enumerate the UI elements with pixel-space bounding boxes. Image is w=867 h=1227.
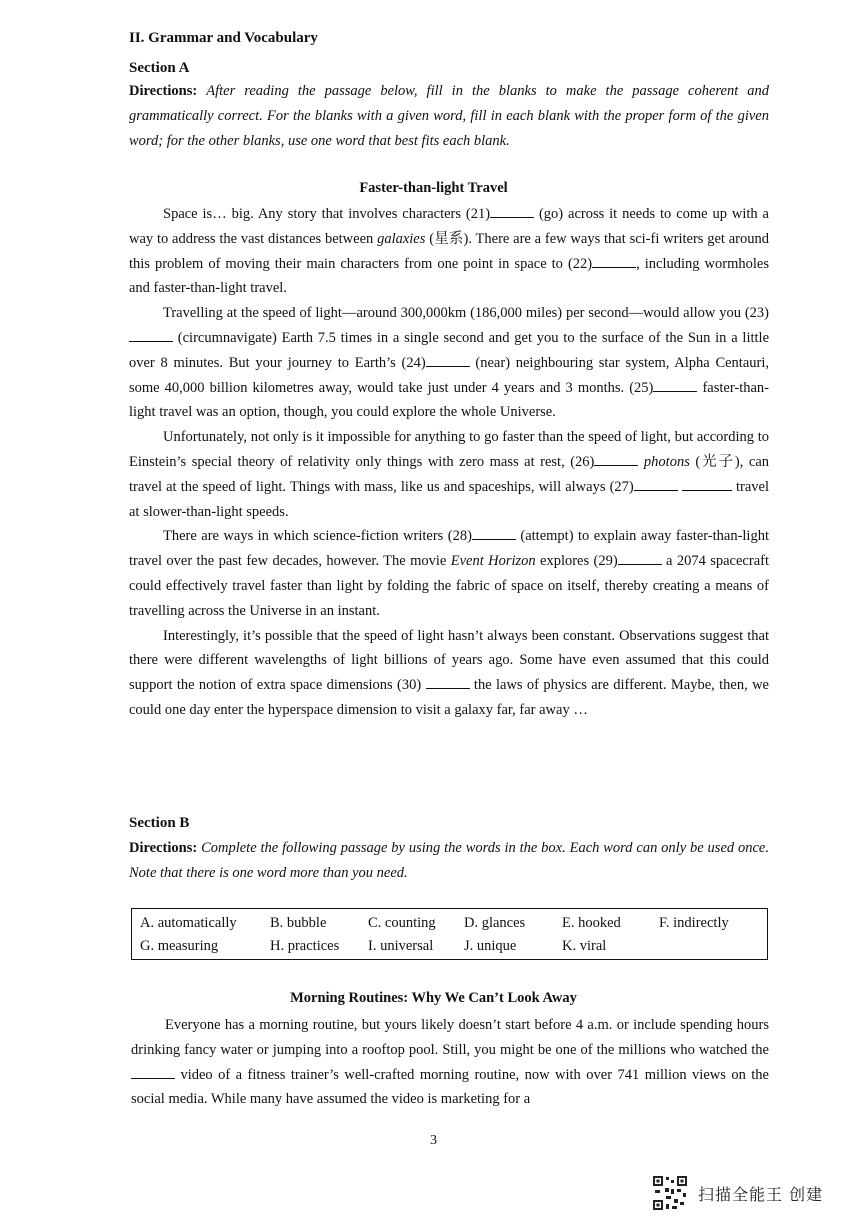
directions-text-b: Complete the following passage by using the words in the box. Each word can only be used once. Note that there is one word more than you need.: [129, 840, 769, 881]
blank-24[interactable]: [426, 354, 470, 367]
word-box: [131, 908, 768, 960]
word-option: B. bubble: [270, 915, 327, 931]
blank-31[interactable]: [131, 1066, 175, 1079]
blank-21[interactable]: [490, 205, 534, 218]
paragraph-2: Travelling at the speed of light—around 300,000km (186,000 miles) per second—would allow you (23) (circumnavigate) Earth 7.5 times in a single second and get you to the surface of the Sun in a little over 8 minutes. But your journey to Earth’s (24) (near) neighbouring star system, Alpha Centauri, some 40,000 billion kilometres away, would take just under 4 years and 3 months. (25) faster-than-light travel was an option, though, you could explore the whole Universe.: [129, 305, 769, 421]
word-option: A. automatically: [140, 915, 237, 931]
passage-b-title: Morning Routines: Why We Can’t Look Away: [290, 990, 577, 1006]
word-option: J. unique: [464, 938, 517, 954]
paragraph-b1: Everyone has a morning routine, but yours likely doesn’t start before 4 a.m. or include spending hours drinking fancy water or jumping into a rooftop pool. Still, you might be one of the millions who watched the video of a fitness trainer’s well-crafted morning routine, now with over 741 million views on the social media. While many have assumed the video is marketing for a: [131, 1017, 769, 1108]
passage-a-body: [129, 202, 769, 723]
blank-27b[interactable]: [682, 478, 732, 491]
word-option: K. viral: [562, 938, 607, 954]
word-option: E. hooked: [562, 915, 621, 931]
blank-28[interactable]: [472, 527, 516, 540]
paragraph-5: Interestingly, it’s possible that the speed of light hasn’t always been constant. Observations suggest that there were different wavelengths of light billions of years ago. Some have even assumed that this could support the notion of extra space dimensions (30) the laws of physics are different. Maybe, then, we could one day enter the hyperspace dimension to visit a galaxy far, far away …: [129, 627, 769, 718]
passage-a-title: Faster-than-light Travel: [359, 180, 508, 196]
blank-27a[interactable]: [634, 478, 678, 491]
directions-text: After reading the passage below, fill in the blanks to make the passage coherent and grammatically correct. For the blanks with a given word, fill in each blank with the proper form of the given word; for the other blanks, use one word that best fits each blank.: [129, 83, 769, 149]
section-b-directions: [129, 836, 769, 886]
blank-25[interactable]: [653, 379, 697, 392]
blank-26[interactable]: [594, 453, 638, 466]
word-option: I. universal: [368, 938, 434, 954]
directions-label-b: Directions:: [129, 840, 198, 856]
passage-b-body: [131, 1013, 769, 1112]
directions-label: Directions:: [129, 83, 198, 99]
paragraph-3: Unfortunately, not only is it impossible for anything to go faster than the speed of light, but according to Einstein’s special theory of relativity only things with zero mass at rest, (26) photons (光子), can travel at the speed of light. Things with mass, like us and spaceships, will always (27) travel at slower-than-light speeds.: [129, 429, 770, 520]
blank-22[interactable]: [592, 255, 636, 268]
section-a-heading: Section A: [129, 60, 190, 76]
blank-30[interactable]: [426, 676, 470, 689]
paragraph-4: There are ways in which science-fiction writers (28) (attempt) to explain away faster-than-light travel over the past few decades, however. The movie Event Horizon explores (29) a 2074 spacecraft could effectively travel faster than light by folding the fabric of space on itself, thereby creating a means of travelling across the Universe in an instant.: [129, 528, 769, 619]
word-option: H. practices: [270, 938, 340, 954]
paragraph-1: Space is… big. Any story that involves characters (21) (go) across it needs to come up with a way to address the vast distances between galaxies (星系). There are a few ways that sci-fi writers get around this problem of moving their main characters from one point in space to (22) , including wormholes and faster-than-light travel.: [129, 206, 770, 297]
part-title: II. Grammar and Vocabulary: [129, 30, 318, 46]
word-option: D. glances: [464, 915, 526, 931]
word-option: C. counting: [368, 915, 436, 931]
blank-23[interactable]: [129, 329, 173, 342]
word-option: F. indirectly: [659, 915, 729, 931]
section-a-directions: [129, 79, 769, 153]
watermark-text: 扫描全能王 创建: [698, 1184, 824, 1204]
word-option: G. measuring: [140, 938, 219, 954]
page-number: 3: [430, 1133, 437, 1148]
scanner-watermark: [652, 1177, 823, 1209]
qr-code-icon: [652, 1175, 688, 1211]
blank-29[interactable]: [618, 552, 662, 565]
section-b-heading: Section B: [129, 815, 190, 831]
